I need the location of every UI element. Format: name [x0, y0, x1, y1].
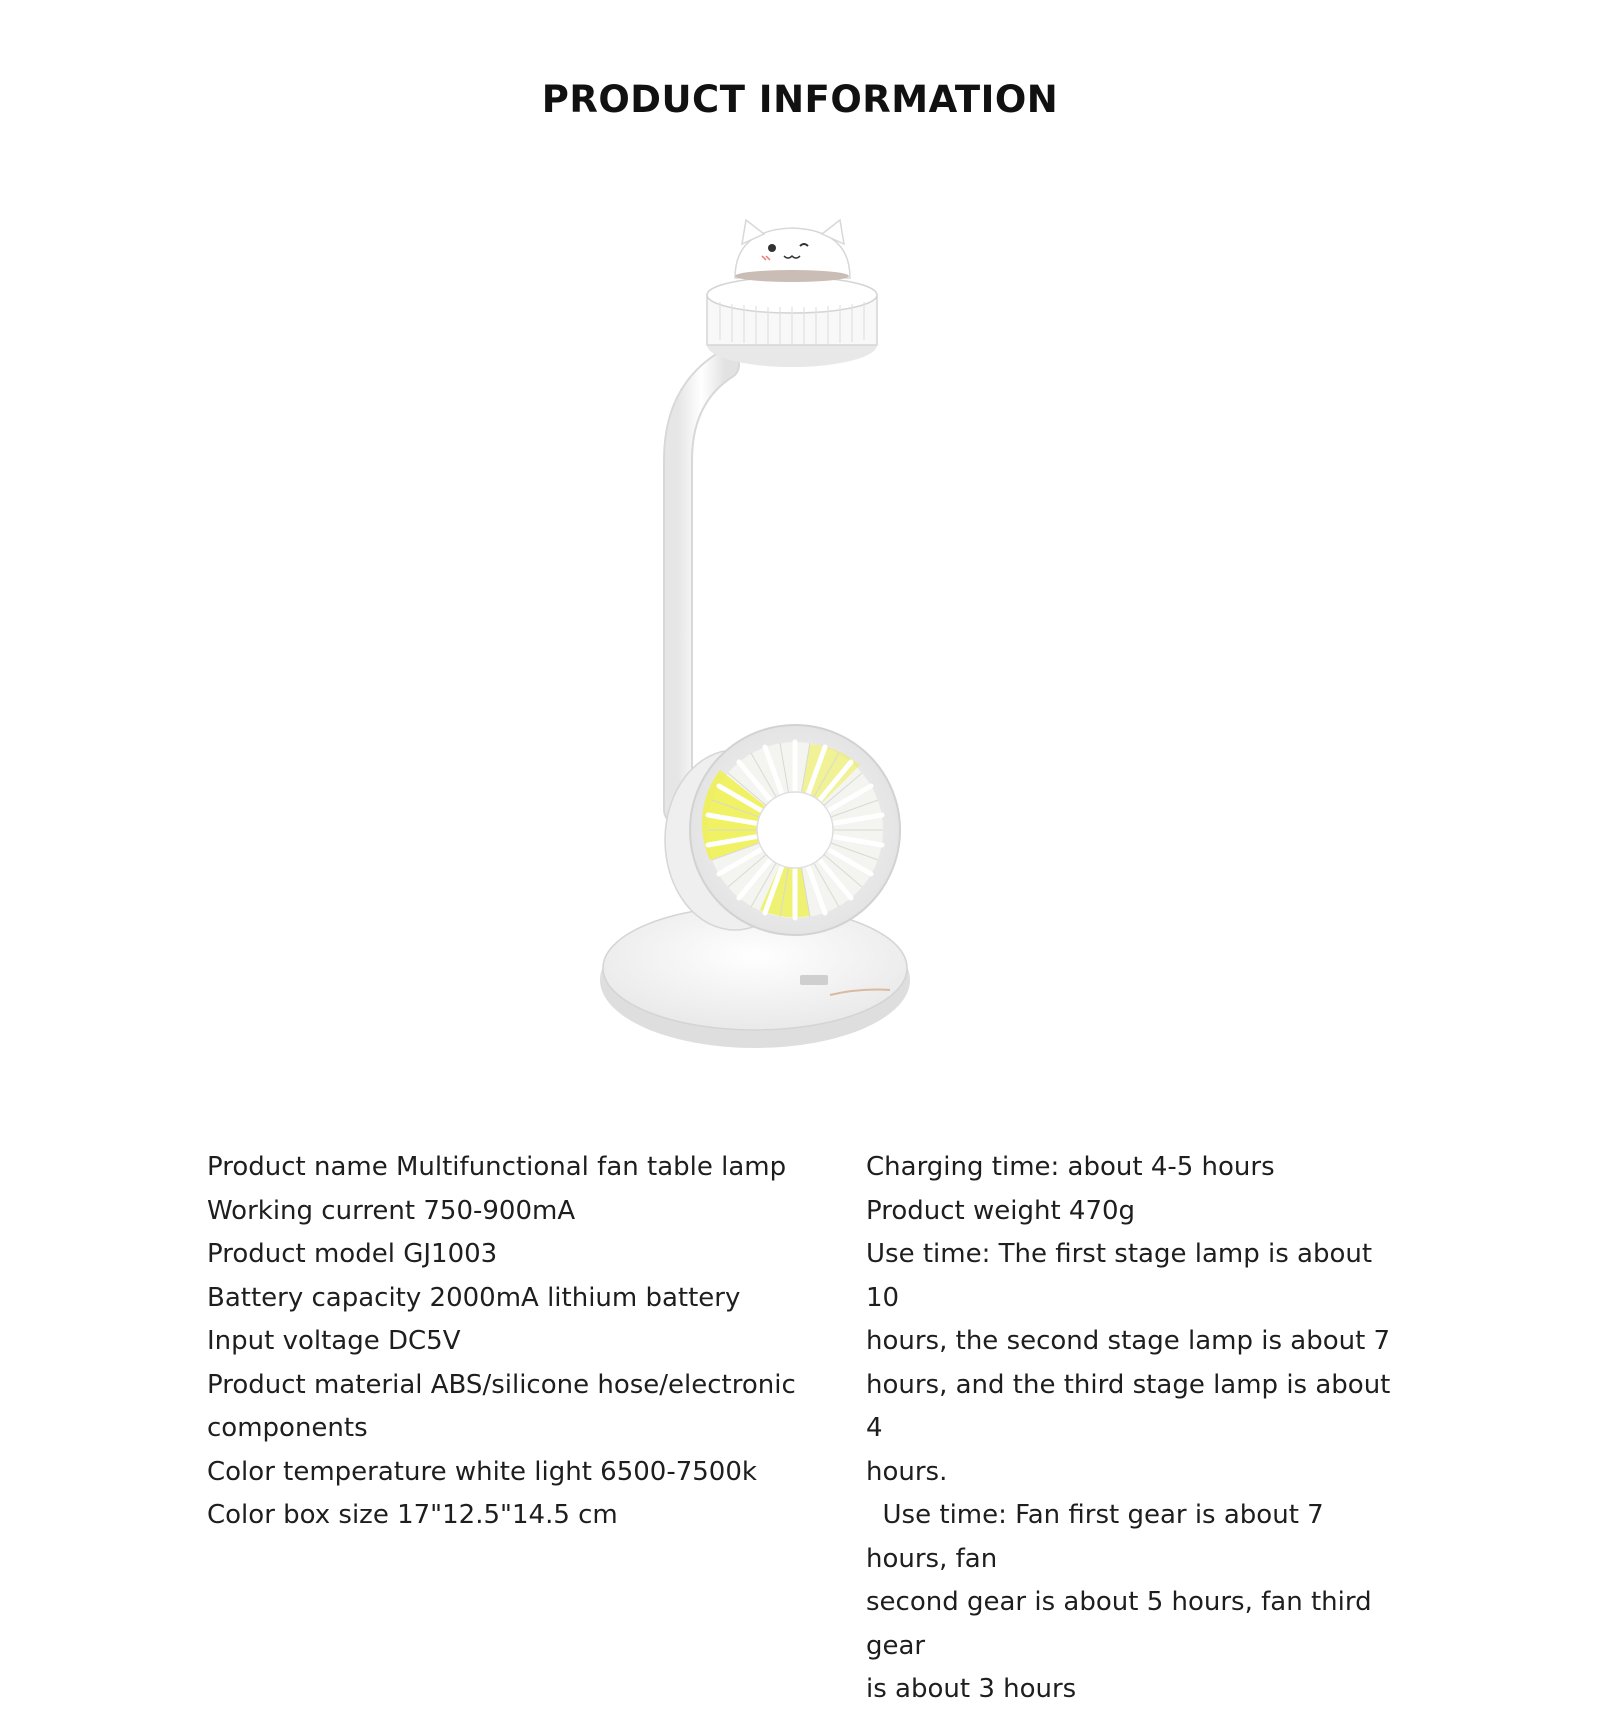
- spec-line: Charging time: about 4-5 hours: [866, 1152, 1275, 1182]
- spec-line: Input voltage DC5V: [207, 1326, 461, 1356]
- fan-table-lamp-icon: [560, 210, 980, 1090]
- spec-line: second gear is about 5 hours, fan third gear: [866, 1587, 1380, 1661]
- spec-line: hours.: [866, 1456, 948, 1487]
- spec-line: Color box size 17"12.5"14.5 cm: [207, 1500, 618, 1530]
- page-title: PRODUCT INFORMATION: [541, 78, 1059, 121]
- spec-line: Battery capacity 2000mA lithium battery: [207, 1282, 741, 1313]
- spec-line: hours, and the third stage lamp is about 4: [866, 1369, 1399, 1443]
- spec-line: Product model GJ1003: [207, 1239, 498, 1269]
- spec-line: components: [207, 1413, 368, 1443]
- spec-line: hours, the second stage lamp is about 7: [866, 1326, 1391, 1356]
- lamp-head: [707, 220, 877, 367]
- spec-line: Product material ABS/silicone hose/electronic: [207, 1369, 796, 1400]
- spec-line: is about 3 hours: [866, 1674, 1077, 1704]
- spec-line: Product weight 470g: [866, 1195, 1136, 1226]
- product-image: [560, 210, 980, 1090]
- spec-line: Use time: Fan first gear is about 7 hours, fan: [866, 1500, 1332, 1574]
- spec-line: Product name Multifunctional fan table lamp: [207, 1152, 787, 1182]
- specs-left-column: [207, 1146, 807, 1538]
- lamp-neck: [678, 365, 725, 810]
- spec-line: Color temperature white light 6500-7500k: [207, 1456, 757, 1487]
- specs-right-column: [866, 1146, 1406, 1712]
- fan-unit: [665, 725, 900, 935]
- spec-line: Use time: The first stage lamp is about 10: [866, 1239, 1381, 1313]
- spec-line: Working current 750-900mA: [207, 1195, 576, 1226]
